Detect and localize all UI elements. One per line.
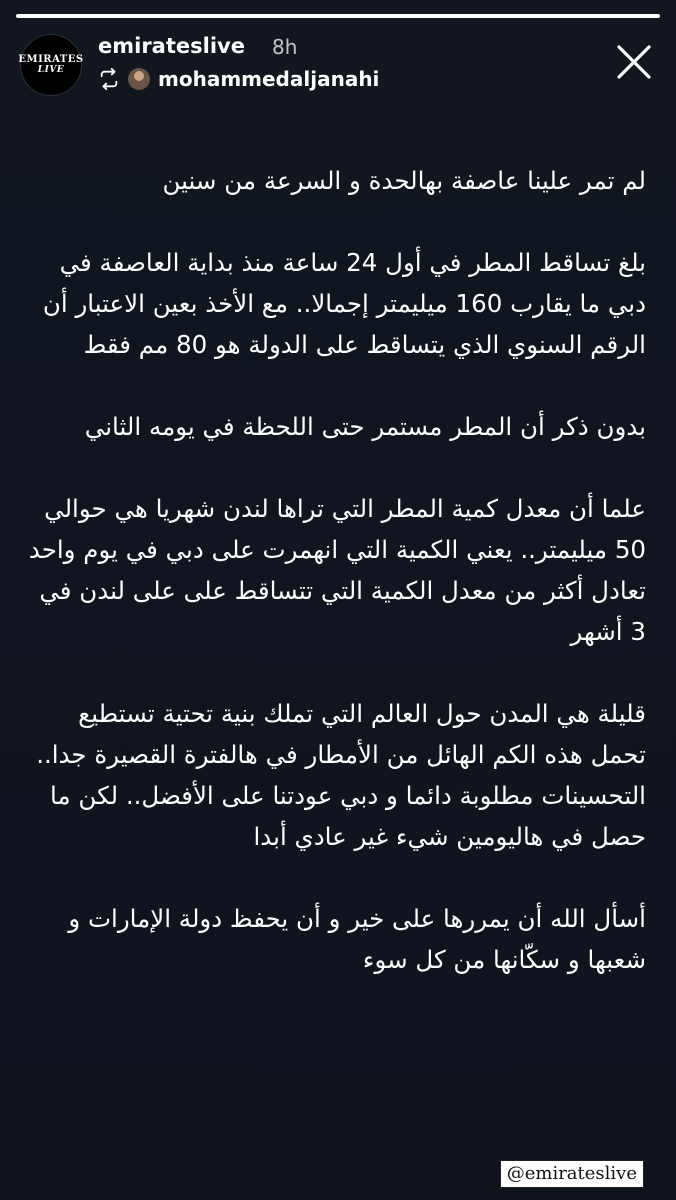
paragraph: بلغ تساقط المطر في أول 24 ساعة منذ بداية العاصفة في دبي ما يقارب 160 ميليمتر إجمالا.. مع الأخذ بعين الاعتبار أن الرقم السنوي الذي يتساقط على الدولة هو 80 مم فقط (42, 248, 646, 359)
story-text (28, 160, 646, 980)
post-time: 8h (272, 35, 298, 59)
reposter-avatar (128, 68, 150, 90)
paragraph: علما أن معدل كمية المطر التي تراها لندن شهريا هي حوالي 50 ميليمتر.. يعني الكمية التي انهمرت على دبي في يوم واحد تعادل أكثر من معدل الكمية التي تتساقط على على لندن في 3 أشهر (28, 494, 646, 646)
reposter-username: mohammedaljanahi (158, 67, 380, 91)
avatar-logo-line-2: LIVE (37, 65, 65, 75)
close-icon (615, 43, 653, 85)
story-progress-fill (16, 14, 660, 18)
account-username[interactable]: emirateslive (98, 34, 245, 58)
story-header (20, 32, 660, 96)
paragraph: أسأل الله أن يمررها على خير و أن يحفظ دولة الإمارات و شعبها و سكّانها من كل سوء (68, 904, 646, 974)
account-avatar[interactable] (20, 34, 82, 96)
close-button[interactable] (608, 38, 660, 90)
repost-attribution[interactable] (98, 66, 379, 92)
repost-icon (98, 68, 120, 90)
story-progress-bar (16, 14, 660, 18)
paragraph: لم تمر علينا عاصفة بهالحدة و السرعة من سنين (162, 166, 646, 195)
paragraph: بدون ذكر أن المطر مستمر حتى اللحظة في يومه الثاني (84, 412, 646, 441)
paragraph: قليلة هي المدن حول العالم التي تملك بنية تحتية تستطيع تحمل هذه الكم الهائل من الأمطار في هالفترة القصيرة جدا.. التحسينات مطلوبة دائما و دبي عودتنا على الأفضل.. لكن ما حصل في هاليومين شيء غير عادي أبدا (36, 699, 646, 851)
watermark-tag: @emirateslive (500, 1160, 644, 1188)
avatar-logo-line-1: EMIRATES (18, 54, 84, 65)
